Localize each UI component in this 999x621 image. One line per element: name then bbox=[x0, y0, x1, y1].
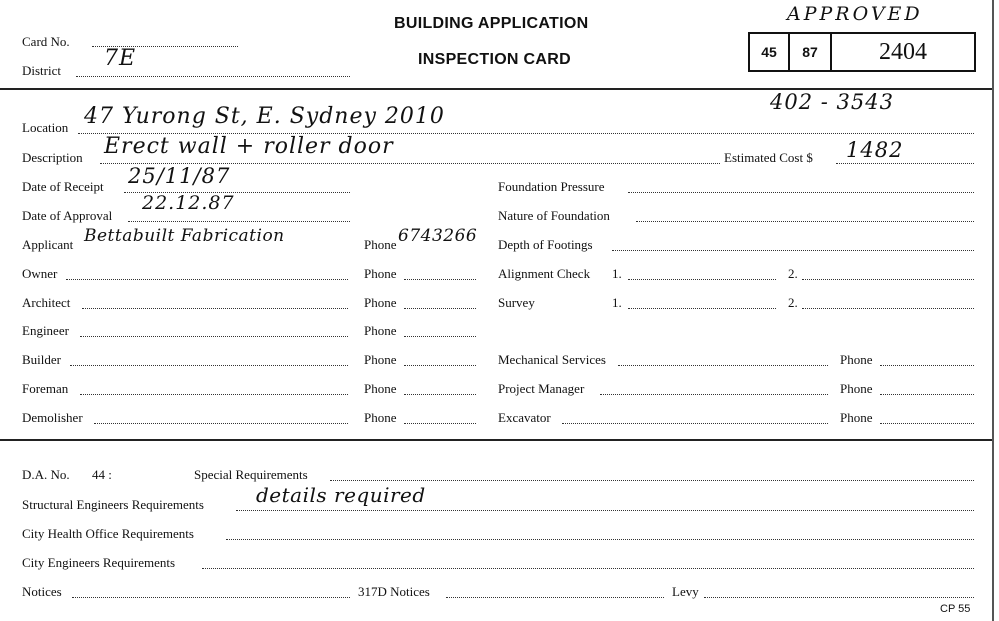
ref-number: 402 - 3543 bbox=[770, 90, 894, 114]
project-manager-phone-line bbox=[880, 394, 974, 395]
levy-line bbox=[704, 597, 974, 598]
structural-engineers-line bbox=[236, 510, 974, 511]
city-engineers-label: City Engineers Requirements bbox=[22, 555, 176, 570]
survey-two-line bbox=[802, 308, 974, 309]
structural-requirements-value: details required bbox=[256, 483, 426, 507]
form-code: CP 55 bbox=[940, 603, 971, 615]
mechanical-phone-label: Phone bbox=[840, 352, 873, 367]
engineer-line bbox=[80, 336, 348, 337]
foreman-line bbox=[80, 394, 348, 395]
alignment-one-label: 1. bbox=[612, 266, 622, 281]
city-health-line bbox=[226, 539, 974, 540]
owner-phone-line bbox=[404, 279, 476, 280]
section-divider bbox=[0, 439, 992, 441]
notices-line bbox=[72, 597, 350, 598]
date-of-approval-line bbox=[128, 221, 350, 222]
date-of-receipt-label: Date of Receipt bbox=[22, 179, 104, 194]
engineer-label: Engineer bbox=[22, 323, 69, 338]
applicant-phone-value: 6743266 bbox=[398, 226, 478, 246]
box-number: 2404 bbox=[830, 32, 976, 72]
alignment-one-line bbox=[628, 279, 776, 280]
builder-phone-line bbox=[404, 365, 476, 366]
estimated-cost-value: 1482 bbox=[846, 138, 904, 162]
levy-label: Levy bbox=[672, 584, 699, 599]
foreman-phone-label: Phone bbox=[364, 381, 397, 396]
estimated-cost-label: Estimated Cost $ bbox=[724, 150, 813, 165]
description-value: Erect wall + roller door bbox=[104, 134, 394, 159]
special-requirements-line bbox=[330, 480, 974, 481]
project-manager-line bbox=[600, 394, 828, 395]
applicant-label: Applicant bbox=[22, 237, 74, 252]
mechanical-phone-line bbox=[880, 365, 974, 366]
district-line bbox=[76, 76, 350, 77]
nature-of-foundation-line bbox=[636, 221, 974, 222]
foundation-pressure-line bbox=[628, 192, 974, 193]
project-manager-label: Project Manager bbox=[498, 381, 585, 396]
applicant-value: Bettabuilt Fabrication bbox=[84, 226, 285, 246]
survey-label: Survey bbox=[498, 295, 535, 310]
district-value: 7E bbox=[104, 46, 137, 71]
card-edge bbox=[992, 0, 994, 621]
alignment-two-label: 2. bbox=[788, 266, 798, 281]
location-value: 47 Yurong St, E. Sydney 2010 bbox=[84, 104, 445, 129]
card-no-label: Card No. bbox=[22, 34, 70, 49]
city-health-label: City Health Office Requirements bbox=[22, 526, 194, 541]
foreman-phone-line bbox=[404, 394, 476, 395]
depth-of-footings-line bbox=[612, 250, 974, 251]
notices-317d-label: 317D Notices bbox=[358, 584, 430, 599]
demolisher-phone-label: Phone bbox=[364, 410, 397, 425]
architect-phone-line bbox=[404, 308, 476, 309]
special-requirements-label: Special Requirements bbox=[194, 467, 308, 482]
estimated-cost-line bbox=[836, 163, 974, 164]
excavator-line bbox=[562, 423, 828, 424]
box-b: 87 bbox=[788, 32, 832, 72]
survey-two-label: 2. bbox=[788, 295, 798, 310]
depth-of-footings-label: Depth of Footings bbox=[498, 237, 593, 252]
architect-label: Architect bbox=[22, 295, 71, 310]
builder-label: Builder bbox=[22, 352, 61, 367]
mechanical-services-label: Mechanical Services bbox=[498, 352, 606, 367]
project-manager-phone-label: Phone bbox=[840, 381, 873, 396]
owner-label: Owner bbox=[22, 266, 58, 281]
survey-one-line bbox=[628, 308, 776, 309]
title-line1: BUILDING APPLICATION bbox=[394, 15, 589, 32]
applicant-phone-label: Phone bbox=[364, 237, 397, 252]
demolisher-label: Demolisher bbox=[22, 410, 83, 425]
alignment-check-label: Alignment Check bbox=[498, 266, 591, 281]
architect-phone-label: Phone bbox=[364, 295, 397, 310]
engineer-phone-line bbox=[404, 336, 476, 337]
excavator-label: Excavator bbox=[498, 410, 551, 425]
survey-one-label: 1. bbox=[612, 295, 622, 310]
district-label: District bbox=[22, 63, 61, 78]
title-line2: INSPECTION CARD bbox=[418, 51, 571, 68]
owner-line bbox=[66, 279, 348, 280]
builder-line bbox=[70, 365, 348, 366]
da-no-label: D.A. No. bbox=[22, 467, 70, 482]
city-engineers-line bbox=[202, 568, 974, 569]
approved-stamp: APPROVED bbox=[787, 3, 923, 25]
demolisher-line bbox=[94, 423, 348, 424]
structural-engineers-label: Structural Engineers Requirements bbox=[22, 497, 204, 512]
date-of-approval-label: Date of Approval bbox=[22, 208, 113, 223]
mechanical-services-line bbox=[618, 365, 828, 366]
location-label: Location bbox=[22, 120, 69, 135]
excavator-phone-label: Phone bbox=[840, 410, 873, 425]
owner-phone-label: Phone bbox=[364, 266, 397, 281]
architect-line bbox=[82, 308, 348, 309]
foundation-pressure-label: Foundation Pressure bbox=[498, 179, 605, 194]
notices-317d-line bbox=[446, 597, 664, 598]
box-a: 45 bbox=[748, 32, 790, 72]
da-no-value: 44 : bbox=[92, 467, 112, 482]
alignment-two-line bbox=[802, 279, 974, 280]
description-label: Description bbox=[22, 150, 83, 165]
foreman-label: Foreman bbox=[22, 381, 69, 396]
builder-phone-label: Phone bbox=[364, 352, 397, 367]
excavator-phone-line bbox=[880, 423, 974, 424]
engineer-phone-label: Phone bbox=[364, 323, 397, 338]
demolisher-phone-line bbox=[404, 423, 476, 424]
date-of-receipt-value: 25/11/87 bbox=[128, 164, 231, 188]
nature-of-foundation-label: Nature of Foundation bbox=[498, 208, 610, 223]
notices-label: Notices bbox=[22, 584, 62, 599]
date-of-approval-value: 22.12.87 bbox=[142, 192, 235, 214]
